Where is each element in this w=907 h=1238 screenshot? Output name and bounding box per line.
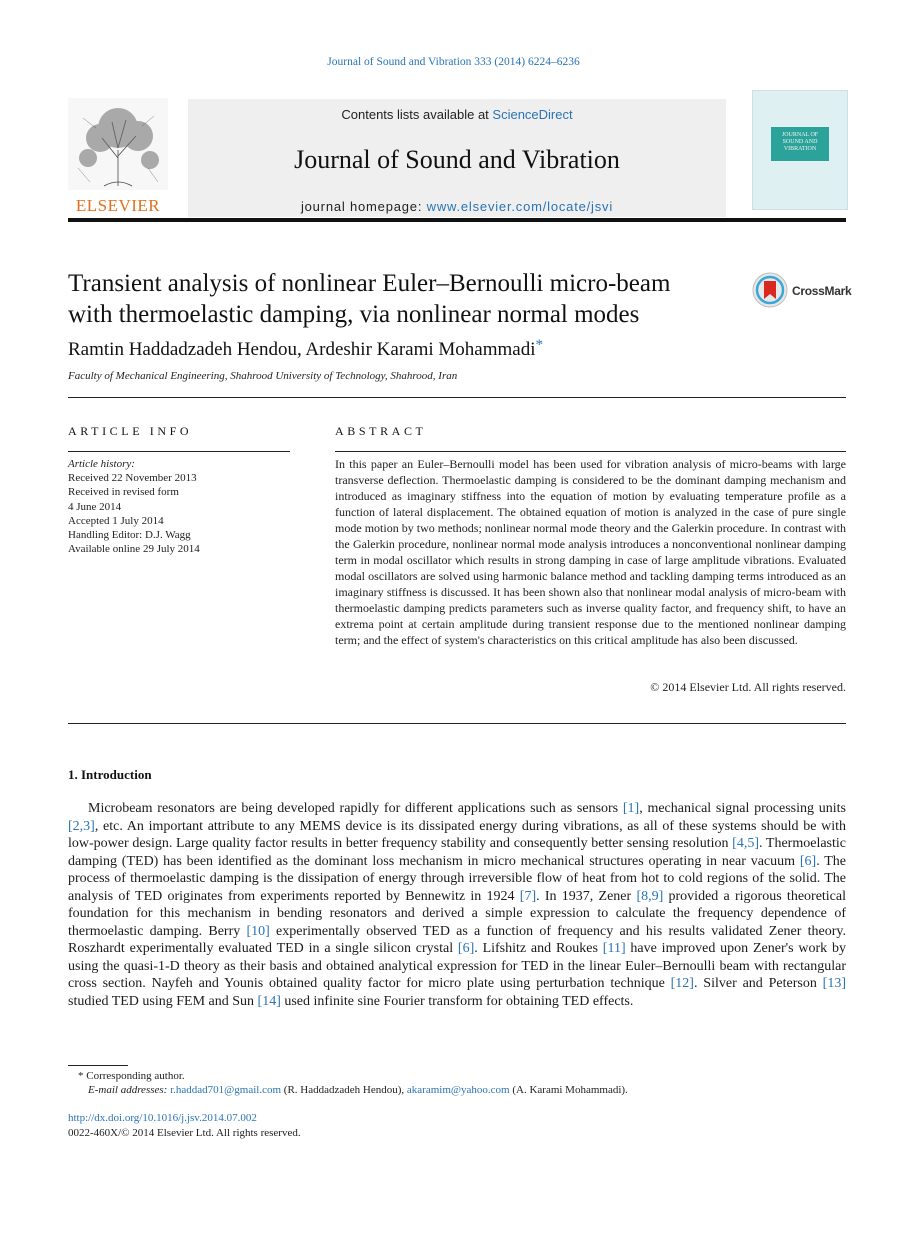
article-info-heading: ARTICLE INFO (68, 424, 193, 438)
history-item: 4 June 2014 (68, 500, 122, 513)
email-link-2[interactable]: akaramim@yahoo.com (406, 1084, 510, 1096)
email-link-1[interactable]: r.haddad701@gmail.com (170, 1084, 282, 1096)
section-heading-introduction: 1. Introduction (68, 767, 152, 782)
paragraph-text: . Lifshitz and Roukes (474, 941, 603, 956)
abstract-copyright: © 2014 Elsevier Ltd. All rights reserved. (650, 680, 846, 694)
masthead-rule (68, 218, 846, 222)
journal-cover-image[interactable] (752, 90, 848, 210)
reference-link[interactable]: [1] (622, 801, 640, 816)
crossmark-button[interactable] (752, 272, 852, 310)
journal-homepage-link[interactable]: www.elsevier.com/locate/jsvi (426, 199, 614, 214)
sciencedirect-link[interactable]: ScienceDirect (492, 107, 573, 122)
corresponding-author-note: * Corresponding author. (78, 1070, 185, 1082)
divider (335, 451, 846, 452)
tree-icon (68, 98, 168, 190)
reference-link[interactable]: [8,9] (636, 888, 664, 904)
paragraph-text: , etc. An important attribute to any MEMS device is its dissipated energy during vibrations, as all of these systems should be with low-power design. Large quality factor results in better frequency stability and consequently better sensing resolution (68, 818, 846, 851)
author-affiliation: Faculty of Mechanical Engineering, Shahrood University of Technology, Shahrood, Iran (68, 370, 458, 382)
article-history-title: Article history: (68, 458, 135, 470)
history-item: Accepted 1 July 2014 (68, 514, 164, 527)
paragraph-text: experimentally observed TED as a function of frequency and his results validated Zener theory. Roszhardt experimentally evaluated TED in a single silicon crystal (68, 923, 846, 956)
abstract-heading: ABSTRACT (335, 424, 427, 438)
history-item: Available online 29 July 2014 (68, 543, 200, 556)
author-list: Ramtin Haddadzadeh Hendou, Ardeshir Karami Mohammadi* (68, 337, 543, 360)
journal-masthead (68, 90, 846, 220)
paragraph-text: have improved upon Zener's work by using the quasi-1-D theory as their basis and obtained analytical expression for TED in the linear Euler–Bernoulli beam with rectangular cross section. Nayfeh and Younis obtained quality factor for micro plate using perturbation technique (68, 941, 847, 991)
article-title: Transient analysis of nonlinear Euler–Bernoulli micro-beam with thermoelastic damping, via nonlinear normal modes (68, 270, 671, 328)
elsevier-logo (68, 98, 168, 216)
history-item: Received 22 November 2013 (68, 472, 197, 485)
corresponding-author-mark[interactable]: * (535, 337, 543, 353)
paragraph-text: , mechanical signal processing units (639, 801, 846, 816)
paragraph-text: . Silver and Peterson (693, 976, 823, 991)
reference-link[interactable]: [13] (822, 976, 846, 991)
email-label: E-mail addresses: (88, 1084, 168, 1096)
divider (68, 723, 846, 724)
crossmark-label: CrossMark (792, 284, 852, 298)
email-owner-2: (A. Karami Mohammadi). (509, 1084, 628, 1096)
homepage-line: journal homepage: www.elsevier.com/locate/jsvi (300, 199, 614, 214)
paragraph-text: . In 1937, Zener (536, 888, 637, 904)
issn-line: 0022-460X/© 2014 Elsevier Ltd. All rights reserved. (68, 1127, 301, 1139)
reference-link[interactable]: [6] (457, 941, 475, 956)
divider (68, 451, 290, 452)
contents-line: Contents lists available at ScienceDirect (341, 107, 573, 122)
history-item: Received in revised form (68, 486, 179, 499)
publisher-name: ELSEVIER (75, 196, 161, 215)
cover-title: JOURNAL OF SOUND AND VIBRATION (781, 132, 819, 152)
journal-banner (188, 99, 726, 217)
reference-link[interactable]: [4,5] (732, 836, 759, 851)
reference-link[interactable]: [6] (799, 853, 817, 869)
reference-link[interactable]: [11] (602, 941, 626, 956)
history-item: Handling Editor: D.J. Wagg (68, 529, 191, 542)
doi-link[interactable]: http://dx.doi.org/10.1016/j.jsv.2014.07.002 (68, 1112, 257, 1124)
paragraph-text: used infinite sine Fourier transform for obtaining TED effects. (280, 993, 634, 1009)
journal-citation[interactable]: Journal of Sound and Vibration 333 (2014) 6224–6236 (327, 56, 580, 68)
journal-title: Journal of Sound and Vibration (294, 145, 620, 174)
reference-link[interactable]: [12] (670, 976, 694, 991)
paragraph-text: . Thermoelastic damping (TED) has been identified as the dominant loss mechanism in micro mechanical structures operating in near vacuum (68, 836, 846, 869)
crossmark-icon (752, 272, 788, 308)
divider (68, 397, 846, 398)
footnote-rule (68, 1065, 128, 1066)
paragraph-text: . The process of thermoelastic damping is the dissipation of energy through irreversible flow of heat from hot to cold regions of the solid. The analysis of TED originates from experiments reported by Bennewitz in 1924 (68, 853, 847, 904)
reference-link[interactable]: [7] (519, 888, 537, 904)
introduction-paragraph (68, 800, 846, 1010)
abstract-text: In this paper an Euler–Bernoulli model has been used for vibration analysis of micro-beams with large transverse deflection. Thermoelastic damping is considered to be the dominant damping mechanism and introduced as imaginary stiffness into the equation of motion by evaluating temperature profile as a function of lateral displacement. The obtained equation of motion is analyzed in the case of pure single mode motion by two methods; nonlinear normal mode theory and the Galerkin procedure. In contrast with the Galerkin procedure, nonlinear normal mode analysis introduces a nonconventional nonlinear damping term in modal oscillator which results in strong damping in case of large amplitude vibrations. Evaluated modal oscillators are solved using harmonic balance method and tackling damping terms introduced as an imaginary stiffness is discussed. It has been shown also that nonlinear modal analysis of micro-beam with thermoelastic damping predicts parameters such as inverse quality factor, and frequency shift, to have an extrema point at certain amplitude during transient response due to the mentioned nonlinear damping term; and the effect of system's characteristics on this critical amplitude has also been discussed. (335, 457, 846, 647)
email-footnote (88, 1084, 628, 1096)
reference-link[interactable]: [14] (257, 993, 281, 1009)
paragraph-text: provided a rigorous theoretical foundation for this mechanism in bending resonators and derived a simple expression to calculate the frequency dependence of thermoelastic damping. Berry (68, 888, 847, 939)
cover-title-panel (771, 127, 829, 161)
paragraph-text: Microbeam resonators are being developed rapidly for different applications such as sensors (88, 801, 623, 816)
paragraph-text: studied TED using FEM and Sun (68, 993, 258, 1009)
article-history (68, 457, 288, 556)
email-owner-1: (R. Haddadzadeh Hendou), (281, 1084, 407, 1096)
reference-link[interactable]: [2,3] (68, 818, 95, 834)
reference-link[interactable]: [10] (246, 923, 270, 939)
